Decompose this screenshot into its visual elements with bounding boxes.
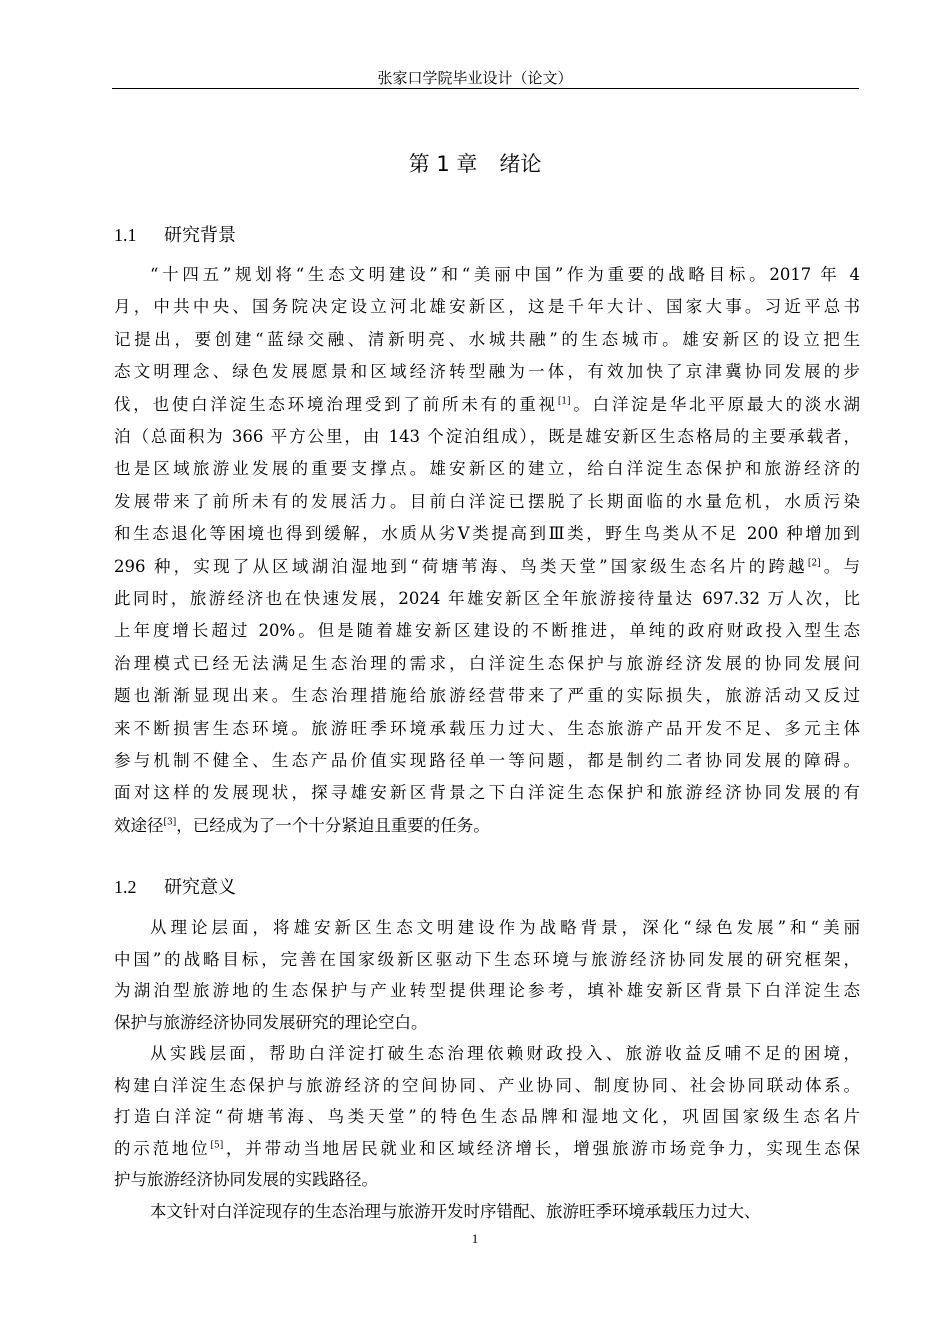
text-line: 也是区域旅游业发展的重要支撑点。雄安新区的建立，给白洋淀生态保护和旅游经济的 [114,459,860,479]
text-line: 打造白洋淀“荷塘苇海、鸟类天堂”的特色生态品牌和湿地文化，巩固国家级生态名片 [114,1107,860,1126]
text-line: 构建白洋淀生态保护与旅游经济的空间协同、产业协同、制度协同、社会协同联动体系。 [114,1075,860,1095]
text-line: 从实践层面，帮助白洋淀打破生态治理依赖财政投入、旅游收益反哺不足的困境， [150,1044,860,1063]
text-line: 从理论层面，将雄安新区生态文明建设作为战略背景，深化“绿色发展”和“美丽 [150,918,860,937]
text-line: 治理模式已经无法满足生态治理的需求，白洋淀生态保护与旅游经济发展的协同发展问 [114,653,860,673]
text-line: “十四五”规划将“生态文明建设”和“美丽中国”作为重要的战略目标。2017 年 4 [150,265,860,284]
section-number: 1.1 [114,225,137,245]
text-line: 态文明理念、绿色发展愿景和区域经济转型融为一体，有效加快了京津冀协同发展的步 [114,362,860,382]
section-heading-1-1 [114,223,236,248]
section-heading-1-2 [114,875,236,900]
text-line: 题也渐渐显现出来。生态治理措施给旅游经营带来了严重的实际损失，旅游活动又反过 [114,686,860,706]
section-title: 研究意义 [164,877,236,898]
chapter-name: 绪论 [499,152,542,176]
text-line: 月，中共中央、国务院决定设立河北雄安新区，这是千年大计、国家大事。习近平总书 [114,297,860,317]
text-line: 参与机制不健全、生态产品价值实现路径单一等问题，都是制约二者协同发展的障碍。 [114,751,860,770]
chapter-title [0,150,950,178]
text-line: 伐，也使白洋淀生态环境治理受到了前所未有的重视[1]。白洋淀是华北平原最大的淡水湖 [114,394,861,414]
text-line: 上年度增长超过 20%。但是随着雄安新区建设的不断推进，单纯的政府财政投入型生态 [114,621,860,641]
text-line: 296 种，实现了从区域湖泊湿地到“荷塘苇海、鸟类天堂”国家级生态名片的跨越[2]。与 [114,556,861,576]
section-title: 研究背景 [164,225,236,246]
page-number: 1 [471,1231,479,1246]
text-line: 发展带来了前所未有的发展活力。目前白洋淀已摆脱了长期面临的水量危机，水质污染 [114,491,860,511]
text-line: 记提出，要创建“蓝绿交融、清新明亮、水城共融”的生态城市。雄安新区的设立把生 [114,329,860,349]
text-line: 此同时，旅游经济也在快速发展，2024 年雄安新区全年旅游接待量达 697.32 万人次，比 [114,589,860,608]
page-header-title: 张家口学院毕业设计（论文） [377,69,573,87]
text-line: 泊（总面积为 366 平方公里，由 143 个淀泊组成），既是雄安新区生态格局的主要承载者， [114,427,860,446]
text-line: 护与旅游经济协同发展的实践路径。 [114,1170,378,1189]
text-line: 为湖泊型旅游地的生态保护与产业转型提供理论参考，填补雄安新区背景下白洋淀生态 [114,981,860,1000]
text-line: 效途径[3]，已经成为了一个十分紧迫且重要的任务。 [114,815,490,835]
page-header-rule [112,88,859,89]
text-line: 本文针对白洋淀现存的生态治理与旅游开发时序错配、旅游旺季环境承载压力过大、 [150,1202,761,1221]
chapter-number: 第 1 章 [408,152,478,176]
text-line: 中国”的战略目标，完善在国家级新区驱动下生态环境与旅游经济协同发展的研究框架， [114,949,860,969]
text-line: 和生态退化等困境也得到缓解，水质从劣Ⅴ类提高到Ⅲ类，野生鸟类从不足 200 种增加到 [114,524,860,544]
text-line: 面对这样的发展现状，探寻雄安新区背景之下白洋淀生态保护和旅游经济协同发展的有 [114,783,860,803]
text-line: 的示范地位[5]，并带动当地居民就业和区域经济增长，增强旅游市场竞争力，实现生态保 [114,1138,861,1158]
text-line: 来不断损害生态环境。旅游旺季环境承载压力过大、生态旅游产品开发不足、多元主体 [114,718,860,738]
section-number: 1.2 [114,877,137,897]
text-line: 保护与旅游经济协同发展研究的理论空白。 [114,1012,428,1032]
